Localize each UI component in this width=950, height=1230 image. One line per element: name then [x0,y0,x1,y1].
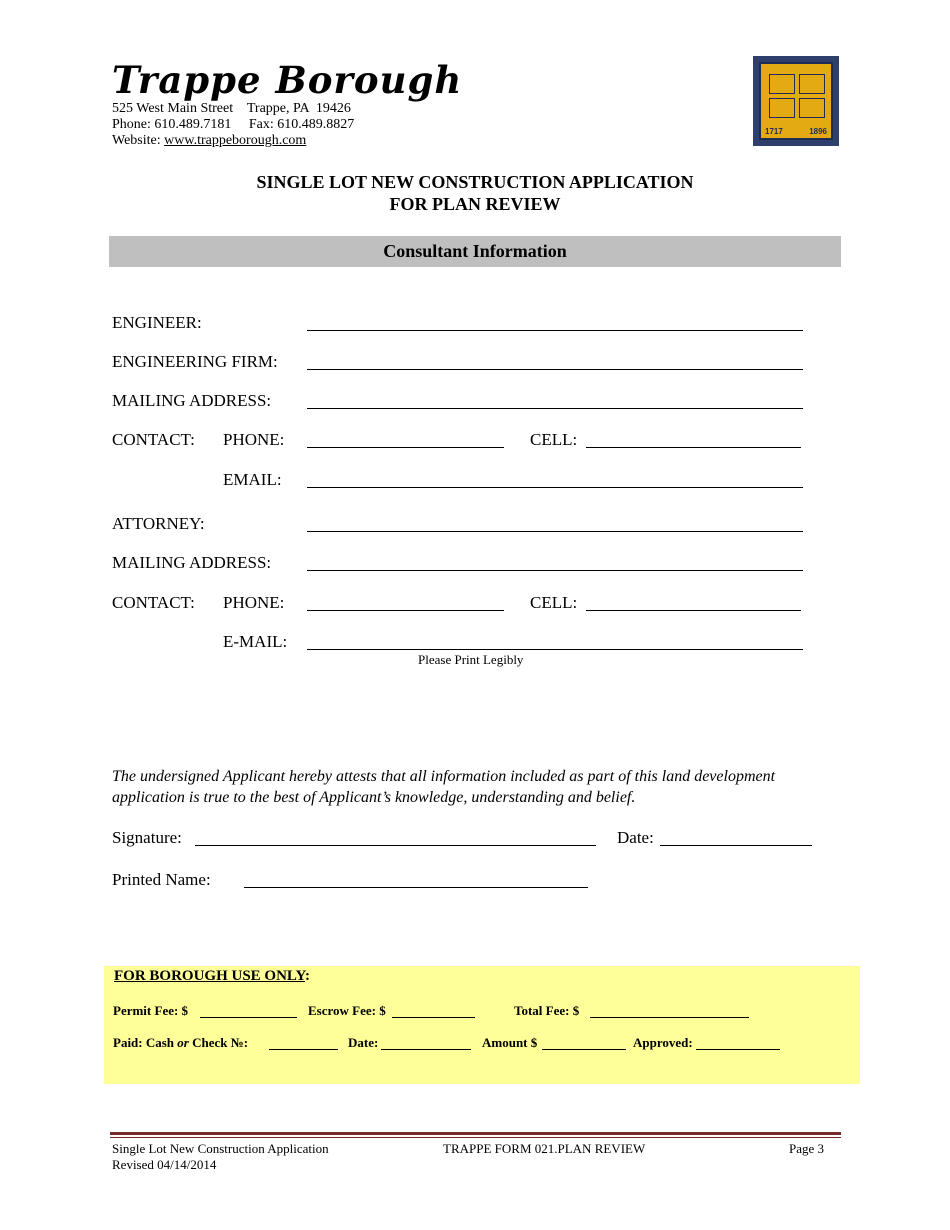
escrow-fee-field[interactable] [392,1017,475,1018]
borough-date-field[interactable] [381,1049,471,1050]
form-title-line1: SINGLE LOT NEW CONSTRUCTION APPLICATION [256,172,694,192]
signature-field[interactable] [195,845,596,846]
section-heading: Consultant Information [109,236,841,267]
footer-divider-thin [110,1137,841,1138]
engineering-firm-field[interactable] [307,369,803,370]
permit-fee-field[interactable] [200,1017,297,1018]
website-link[interactable]: www.trappeborough.com [164,133,307,148]
borough-use-colon: : [305,968,311,984]
engineer-email-field[interactable] [307,487,803,488]
check-number-label: Check №: [188,1035,249,1050]
approved-field[interactable] [696,1049,780,1050]
attorney-phone-label: PHONE: [223,593,285,612]
attestation-text: The undersigned Applicant hereby attests that all information included as part of this land development application is true to the best of Applicant’s knowledge, understanding and belief. [112,768,776,806]
escrow-fee-label: Escrow Fee: $ [308,1003,386,1018]
engineering-firm-label: ENGINEERING FIRM: [112,352,278,371]
form-title-line2: FOR PLAN REVIEW [389,194,561,214]
seal-year-right: 1896 [809,127,827,136]
amount-field[interactable] [542,1049,626,1050]
paid-cash-label: Paid: Cash [113,1035,178,1050]
engineer-cell-label: CELL: [530,430,578,449]
signature-label: Signature: [112,828,182,847]
attorney-contact-label: CONTACT: [112,593,195,612]
engineer-cell-field[interactable] [586,447,801,448]
borough-use-heading-row [114,967,310,985]
seal-shield [759,62,833,140]
attorney-email-field[interactable] [307,649,803,650]
printed-name-field[interactable] [244,887,588,888]
borough-seal [753,56,839,146]
engineer-mailing-address-field[interactable] [307,408,803,409]
footer-page-number: Page 3 [789,1141,825,1156]
engineer-email-label: EMAIL: [223,470,282,489]
org-address: 525 West Main Street Trappe, PA 19426 [112,101,351,116]
attorney-mailing-address-field[interactable] [307,570,803,571]
date-label: Date: [617,828,654,847]
borough-date-label: Date: [348,1035,379,1050]
amount-label: Amount $ [482,1035,538,1050]
printed-name-label: Printed Name: [112,870,211,889]
total-fee-field[interactable] [590,1017,749,1018]
approved-label: Approved: [633,1035,693,1050]
engineer-label: ENGINEER: [112,313,202,332]
attorney-mailing-address-label: MAILING ADDRESS: [112,553,272,572]
engineer-mailing-address-label: MAILING ADDRESS: [112,391,272,410]
date-field[interactable] [660,845,812,846]
attorney-email-label: E-MAIL: [223,632,288,651]
seal-year-left: 1717 [765,127,783,136]
attorney-phone-field[interactable] [307,610,504,611]
or-label: or [177,1035,189,1050]
engineer-phone-label: PHONE: [223,430,285,449]
engineer-contact-label: CONTACT: [112,430,195,449]
seal-quadrant [769,74,795,94]
org-name: Trappe Borough [112,58,463,102]
attorney-field[interactable] [307,531,803,532]
engineer-field[interactable] [307,330,803,331]
check-number-field[interactable] [269,1049,338,1050]
borough-use-heading: FOR BOROUGH USE ONLY [114,968,306,984]
print-legibly-note: Please Print Legibly [418,652,524,667]
engineer-phone-field[interactable] [307,447,504,448]
org-phone-fax: Phone: 610.489.7181 Fax: 610.489.8827 [112,117,355,132]
total-fee-label: Total Fee: $ [514,1003,580,1018]
permit-fee-label: Permit Fee: $ [113,1003,189,1018]
attorney-cell-field[interactable] [586,610,801,611]
attorney-cell-label: CELL: [530,593,578,612]
org-website-row [112,133,306,149]
seal-quadrant [799,98,825,118]
footer-revised-date: Revised 04/14/2014 [112,1157,217,1172]
attorney-label: ATTORNEY: [112,514,205,533]
footer-divider [110,1132,841,1135]
paid-label-row [113,1035,248,1051]
seal-quadrant [769,98,795,118]
footer-form-code: TRAPPE FORM 021.PLAN REVIEW [443,1141,646,1156]
seal-quadrant [799,74,825,94]
website-label: Website: [112,133,165,148]
footer-form-name: Single Lot New Construction Application [112,1141,329,1156]
